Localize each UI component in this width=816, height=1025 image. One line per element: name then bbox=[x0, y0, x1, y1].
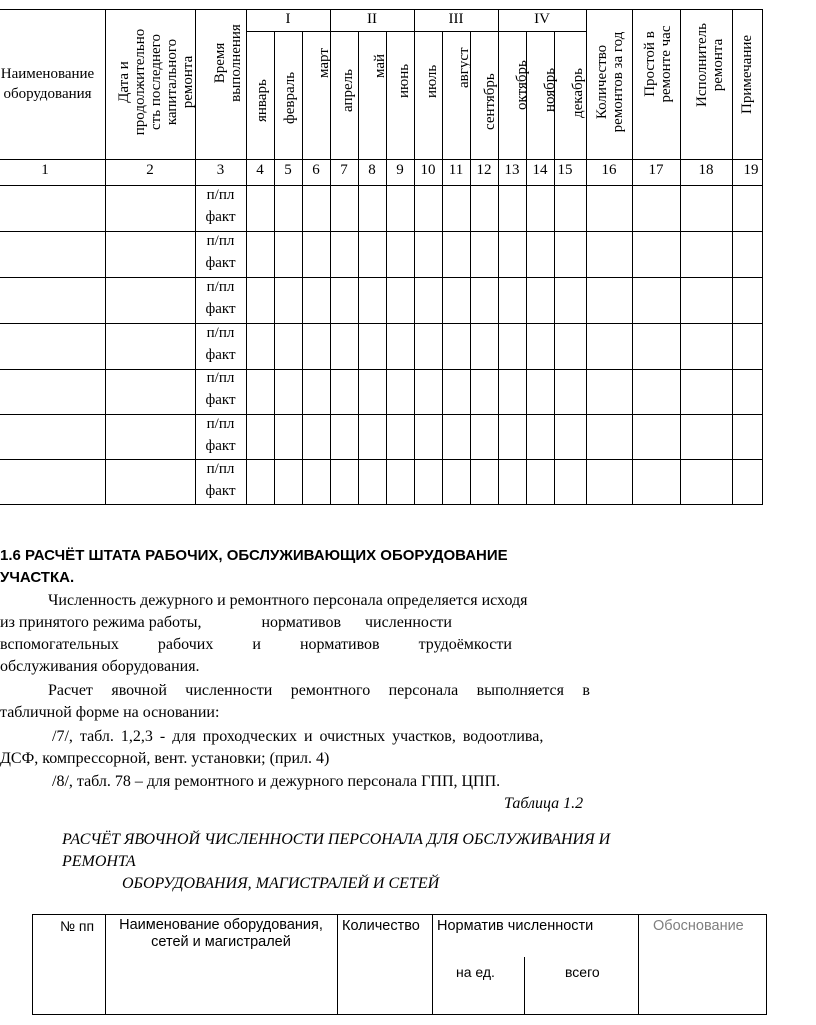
word: из принятого режима работы, bbox=[0, 614, 202, 631]
header-last-repair-line: ремонта bbox=[180, 55, 196, 109]
table-line bbox=[32, 914, 33, 1015]
header-equipment-name-line: оборудования bbox=[3, 86, 92, 102]
table-line bbox=[0, 9, 762, 10]
column-number: 3 bbox=[216, 162, 225, 178]
header-last-repair-line: Дата и bbox=[116, 61, 132, 103]
column-number: 19 bbox=[743, 162, 759, 178]
column-number: 7 bbox=[340, 162, 348, 178]
column-number: 11 bbox=[448, 162, 464, 178]
month-header: май bbox=[372, 53, 388, 78]
quarter-header-2: II bbox=[367, 11, 377, 27]
word: в bbox=[582, 682, 590, 699]
word: нормативов bbox=[299, 636, 380, 653]
table-line bbox=[432, 914, 433, 1015]
header-execution-time-line: Время bbox=[212, 42, 228, 84]
table-title-line: РАСЧЁТ ЯВОЧНОЙ ЧИСЛЕННОСТИ ПЕРСОНАЛА ДЛЯ ОБСЛУЖИВАНИЯ И bbox=[62, 831, 611, 848]
word: численности bbox=[365, 614, 452, 631]
table-line bbox=[0, 459, 762, 460]
table-line bbox=[274, 31, 275, 505]
column-number: 17 bbox=[648, 162, 664, 178]
header-executor-line: Исполнитель bbox=[694, 23, 710, 107]
fact-label: факт bbox=[205, 209, 236, 225]
table-line bbox=[386, 31, 387, 505]
month-header: апрель bbox=[340, 69, 356, 112]
plan-label: п/пл bbox=[206, 233, 235, 249]
month-header: ноябрь bbox=[542, 67, 558, 112]
paragraph-line: обслуживания оборудования. bbox=[0, 658, 200, 675]
reference-line: /8/, табл. 78 – для ремонтного и дежурного персонала ГПП, ЦПП. bbox=[52, 773, 501, 790]
word: нормативов bbox=[261, 614, 342, 631]
column-number: 8 bbox=[368, 162, 376, 178]
section-heading-line: 1.6 РАСЧЁТ ШТАТА РАБОЧИХ, ОБСЛУЖИВАЮЩИХ ОБОРУДОВАНИЕ bbox=[0, 547, 508, 564]
table-title-line: ОБОРУДОВАНИЯ, МАГИСТРАЛЕЙ И СЕТЕЙ bbox=[122, 875, 440, 892]
table-line bbox=[330, 9, 331, 505]
table-line bbox=[0, 231, 762, 232]
staff-col-name-line: сетей и магистралей bbox=[151, 934, 291, 950]
column-number: 12 bbox=[476, 162, 492, 178]
paragraph-line: табличной форме на основании: bbox=[0, 704, 220, 721]
table-line bbox=[105, 914, 106, 1015]
column-number: 18 bbox=[698, 162, 714, 178]
header-equipment-name-line: Наименование bbox=[0, 66, 95, 82]
plan-label: п/пл bbox=[206, 416, 235, 432]
table-title bbox=[62, 829, 610, 895]
table-line bbox=[470, 31, 471, 505]
paragraph-line bbox=[48, 682, 590, 700]
table-line bbox=[766, 914, 767, 1015]
table-line bbox=[0, 414, 762, 415]
word: трудоёмкости bbox=[418, 636, 512, 653]
plan-label: п/пл bbox=[206, 279, 235, 295]
table-line bbox=[524, 957, 525, 1015]
staff-col-name bbox=[105, 917, 337, 951]
header-last-repair-line: продолжительно bbox=[132, 28, 148, 136]
staff-col-total: всего bbox=[565, 964, 600, 980]
column-number: 2 bbox=[146, 162, 154, 178]
table-line bbox=[442, 31, 443, 505]
plan-label: п/пл bbox=[206, 325, 235, 341]
table-line bbox=[638, 914, 639, 1015]
header-last-repair bbox=[116, 8, 196, 156]
staff-col-per-unit: на ед. bbox=[456, 964, 495, 980]
column-number: 16 bbox=[601, 162, 617, 178]
word: вспомогательных bbox=[0, 636, 119, 653]
section-heading bbox=[0, 545, 508, 589]
plan-label: п/пл bbox=[206, 370, 235, 386]
header-executor bbox=[694, 10, 726, 120]
word: явочной bbox=[111, 682, 167, 699]
table-line bbox=[732, 9, 733, 505]
header-execution-time-line: выполнения bbox=[228, 24, 244, 102]
column-number: 10 bbox=[420, 162, 436, 178]
table-line bbox=[358, 31, 359, 505]
table-line bbox=[0, 323, 762, 324]
word: численности bbox=[185, 682, 273, 699]
paragraph-line: Численность дежурного и ремонтного персонала определяется исходя bbox=[48, 592, 528, 609]
fact-label: факт bbox=[205, 255, 236, 271]
staff-col-name-line: Наименование оборудования, bbox=[119, 917, 323, 933]
month-header: июнь bbox=[396, 63, 412, 98]
staff-col-norm: Норматив численности bbox=[437, 918, 594, 934]
plan-label: п/пл bbox=[206, 187, 235, 203]
table-line bbox=[762, 9, 763, 505]
column-number: 6 bbox=[312, 162, 320, 178]
quarter-header-3: III bbox=[448, 11, 464, 27]
header-last-repair-line: сть последнего bbox=[148, 34, 164, 130]
column-number: 13 bbox=[504, 162, 520, 178]
header-executor-line: ремонта bbox=[710, 38, 726, 92]
header-downtime-line: ремонте час bbox=[658, 25, 674, 103]
quarter-header-4: IV bbox=[534, 11, 550, 27]
fact-label: факт bbox=[205, 301, 236, 317]
month-header: август bbox=[456, 47, 472, 88]
column-number: 4 bbox=[256, 162, 264, 178]
table-line bbox=[414, 9, 415, 505]
word: выполняется bbox=[476, 682, 564, 699]
word: Расчет bbox=[48, 682, 93, 699]
header-equipment-name bbox=[0, 64, 105, 104]
table-line bbox=[32, 914, 766, 915]
fact-label: факт bbox=[205, 438, 236, 454]
table-title-line: РЕМОНТА bbox=[62, 853, 136, 870]
table-line bbox=[586, 9, 587, 505]
header-downtime-line: Простой в bbox=[642, 31, 658, 97]
table-line bbox=[0, 504, 762, 505]
word: персонала bbox=[388, 682, 459, 699]
month-header: март bbox=[316, 48, 332, 78]
column-number: 9 bbox=[396, 162, 404, 178]
month-header: октябрь bbox=[514, 60, 530, 110]
month-header: декабрь bbox=[570, 68, 586, 118]
header-repairs-per-year bbox=[594, 14, 626, 150]
table-line bbox=[498, 9, 499, 505]
column-number: 5 bbox=[284, 162, 292, 178]
paragraph-line bbox=[0, 614, 452, 632]
table-line bbox=[246, 31, 586, 32]
header-execution-time bbox=[212, 8, 244, 118]
table-line bbox=[302, 31, 303, 505]
month-header: февраль bbox=[282, 71, 298, 124]
section-heading-line: УЧАСТКА. bbox=[0, 569, 75, 586]
month-header: сентябрь bbox=[482, 73, 498, 130]
table-line bbox=[0, 159, 762, 160]
repair-schedule-table bbox=[0, 0, 816, 505]
word: ремонтного bbox=[290, 682, 371, 699]
table-line bbox=[105, 9, 106, 505]
table-line bbox=[337, 914, 338, 1015]
staff-col-number: № пп bbox=[60, 918, 95, 934]
table-caption: Таблица 1.2 bbox=[504, 795, 584, 812]
reference-line: /7/, табл. 1,2,3 - для проходческих и очистных участков, водоотлива, bbox=[52, 728, 544, 745]
plan-label: п/пл bbox=[206, 461, 235, 477]
table-line bbox=[0, 277, 762, 278]
column-number: 1 bbox=[41, 162, 49, 178]
word: и bbox=[252, 636, 261, 653]
reference-line: ДСФ, компрессорной, вент. установки; (прил. 4) bbox=[0, 750, 330, 767]
header-last-repair-line: капитального bbox=[164, 38, 180, 126]
table-line bbox=[632, 9, 633, 505]
table-line bbox=[0, 185, 762, 186]
fact-label: факт bbox=[205, 347, 236, 363]
fact-label: факт bbox=[205, 392, 236, 408]
table-line bbox=[680, 9, 681, 505]
table-line bbox=[0, 369, 762, 370]
table-line bbox=[246, 9, 247, 505]
paragraph-line bbox=[0, 636, 512, 654]
staff-col-quantity: Количество bbox=[342, 918, 420, 934]
word: рабочих bbox=[157, 636, 214, 653]
header-repairs-line: ремонтов за год bbox=[610, 31, 626, 133]
month-header: январь bbox=[254, 79, 270, 122]
staff-col-basis: Обоснование bbox=[653, 918, 744, 934]
header-repairs-line: Количество bbox=[594, 44, 610, 120]
header-downtime bbox=[642, 16, 674, 112]
column-number: 15 bbox=[557, 162, 573, 178]
quarter-header-1: I bbox=[285, 11, 291, 27]
header-note: Примечание bbox=[739, 34, 755, 114]
fact-label: факт bbox=[205, 483, 236, 499]
month-header: июль bbox=[424, 64, 440, 98]
column-number: 14 bbox=[532, 162, 548, 178]
table-line bbox=[32, 1014, 766, 1015]
